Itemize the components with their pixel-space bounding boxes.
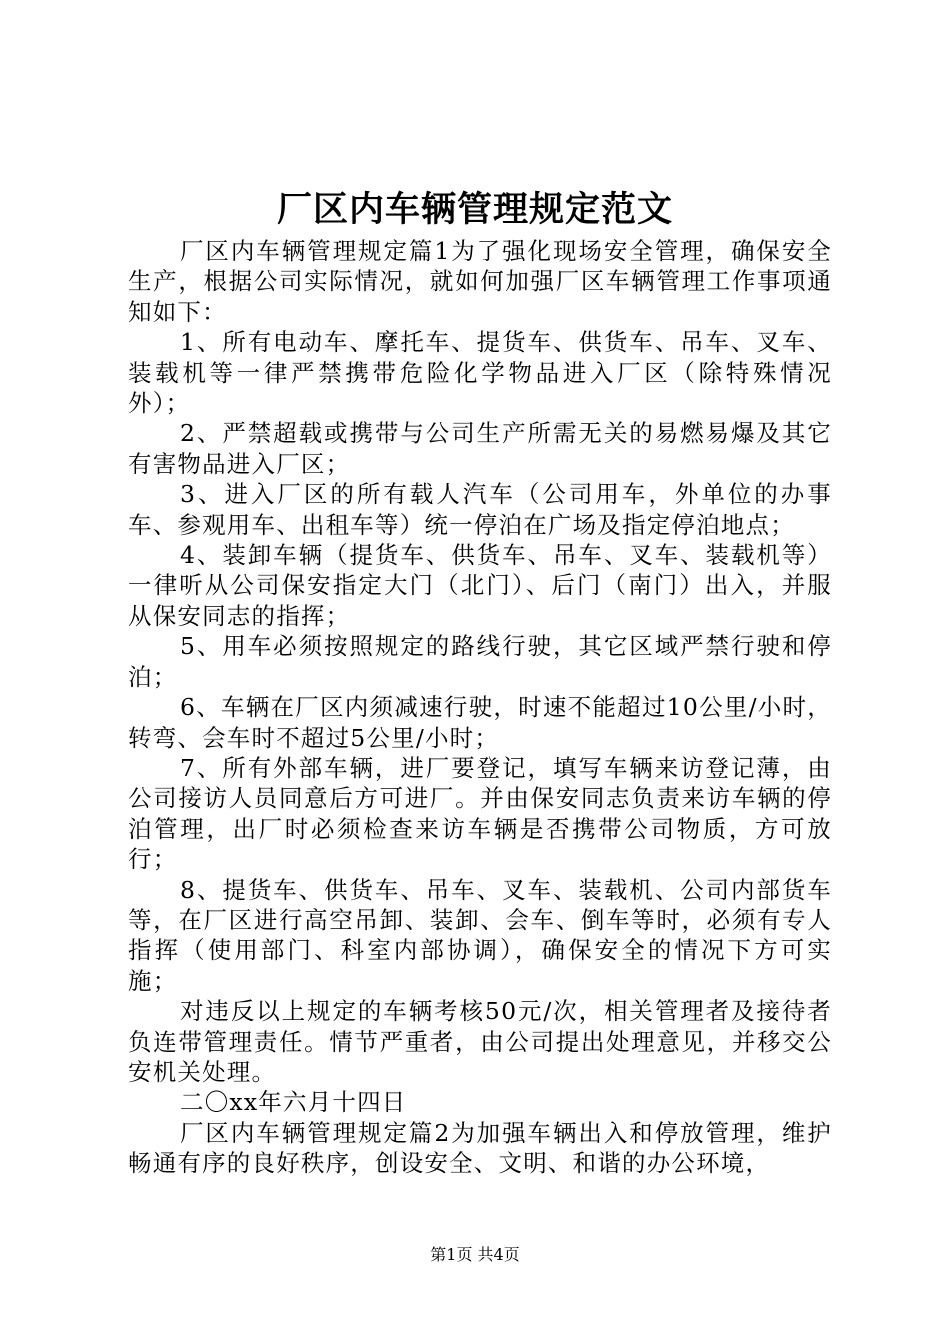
document-title: 厂区内车辆管理规定范文 xyxy=(276,189,673,230)
page-footer: 第1页 共4页 xyxy=(430,1245,520,1264)
document-body xyxy=(128,236,832,1179)
rule-4-paragraph: 4、装卸车辆（提货车、供货车、吊车、叉车、装载机等）一律听从公司保安指定大门（北门）、后门（南门）出入，并服从保安同志的指挥； xyxy=(128,541,832,630)
rule-7-paragraph: 7、所有外部车辆，进厂要登记，填写车辆来访登记薄，由公司接访人员同意后方可进厂。并由保安同志负责来访车辆的停泊管理，出厂时必须检查来访车辆是否携带公司物质，方可放行； xyxy=(128,753,832,874)
rule-5-paragraph: 5、用车必须按照规定的路线行驶，其它区域严禁行驶和停泊； xyxy=(128,632,832,691)
rule-1-paragraph: 1、所有电动车、摩托车、提货车、供货车、吊车、叉车、装载机等一律严禁携带危险化学物品进入厂区（除特殊情况外）； xyxy=(128,328,832,418)
rule-2-paragraph: 2、严禁超载或携带与公司生产所需无关的易燃易爆及其它有害物品进入厂区； xyxy=(128,419,832,478)
intro-paragraph: 厂区内车辆管理规定篇1为了强化现场安全管理，确保安全生产，根据公司实际情况，就如何加强厂区车辆管理工作事项通知如下： xyxy=(128,237,832,326)
rule-3-paragraph: 3、进入厂区的所有载人汽车（公司用车，外单位的办事车、参观用车、出租车等）统一停泊在广场及指定停泊地点； xyxy=(128,480,832,539)
section-2-paragraph: 厂区内车辆管理规定篇2为加强车辆出入和停放管理，维护畅通有序的良好秩序，创设安全、文明、和谐的办公环境， xyxy=(128,1118,832,1178)
date-line: 二〇xx年六月十四日 xyxy=(180,1088,407,1117)
penalty-paragraph: 对违反以上规定的车辆考核50元/次，相关管理者及接待者负连带管理责任。情节严重者，由公司提出处理意见，并移交公安机关处理。 xyxy=(128,997,832,1086)
rule-6-paragraph: 6、车辆在厂区内须减速行驶，时速不能超过10公里/小时，转弯、会车时不超过5公里/小时； xyxy=(128,693,832,752)
rule-8-paragraph: 8、提货车、供货车、吊车、叉车、装载机、公司内部货车等，在厂区进行高空吊卸、装卸、会车、倒车等时，必须有专人指挥（使用部门、科室内部协调），确保安全的情况下方可实施； xyxy=(128,875,832,995)
